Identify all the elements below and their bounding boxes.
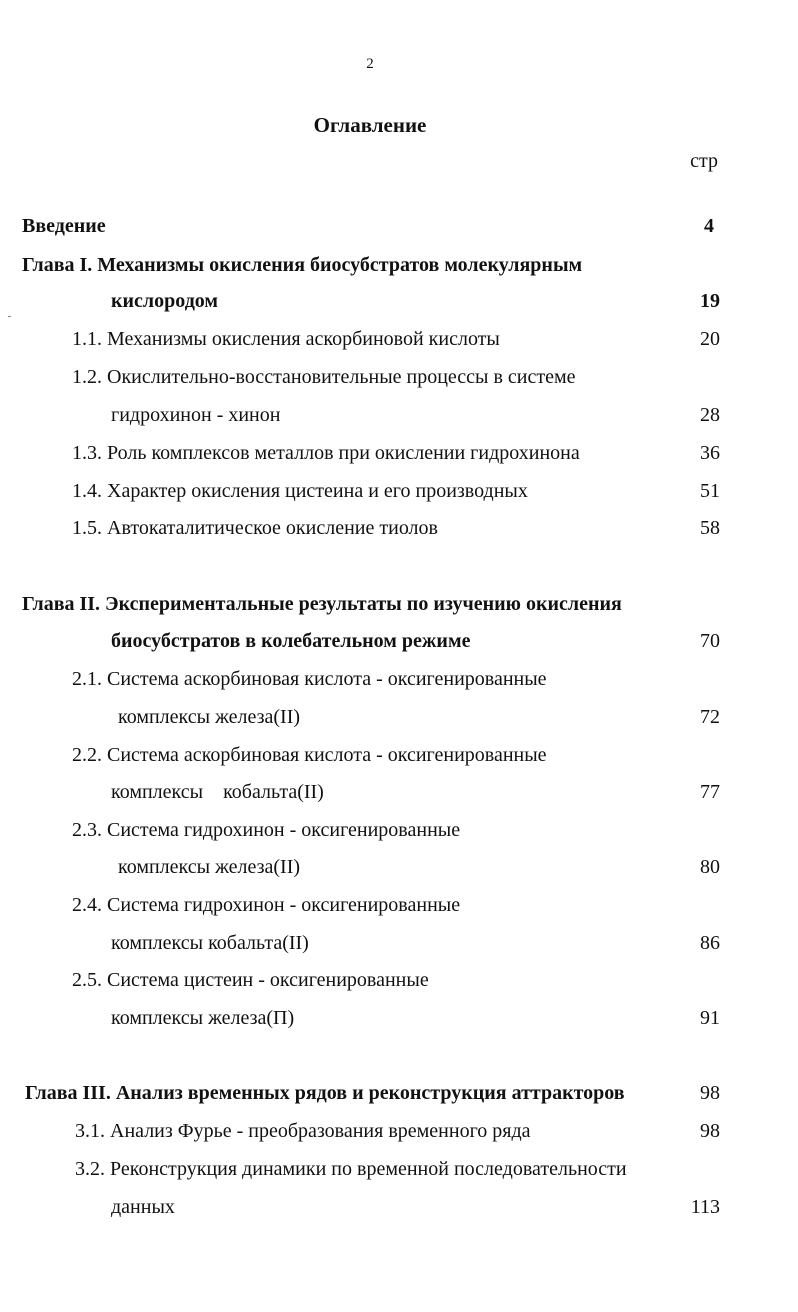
toc-section-1-2	[0, 362, 798, 392]
toc-section-2-5	[0, 965, 798, 995]
toc-entry-text-cont: комплексы кобальта(II)	[111, 781, 324, 803]
toc-section-1-1	[0, 324, 798, 354]
toc-section-3-2-cont	[0, 1192, 798, 1222]
toc-entry-text: 3.2. Реконструкция динамики по временной последовательности	[75, 1158, 627, 1180]
toc-section-3-1	[0, 1116, 798, 1146]
toc-section-2-4	[0, 890, 798, 920]
toc-section-2-2	[0, 740, 798, 770]
toc-chapter-1	[0, 250, 798, 280]
toc-entry-text-cont: комплексы железа(II)	[118, 856, 301, 878]
toc-section-1-5	[0, 513, 798, 543]
toc-entry-text-cont: комплексы железа(II)	[118, 706, 301, 728]
toc-entry-text: 2.3. Система гидрохинон - оксигенированные	[72, 819, 461, 841]
toc-entry-text-cont: биосубстратов в колебательном режиме	[111, 630, 471, 652]
toc-entry-page: 98	[700, 1120, 720, 1142]
toc-entry-text-cont: гидрохинон - хинон	[111, 404, 281, 426]
toc-entry-page: 28	[700, 404, 720, 426]
toc-section-1-4	[0, 476, 798, 506]
toc-entry-text-cont: данных	[111, 1196, 175, 1218]
page-column-label: стр	[690, 150, 718, 172]
toc-entry-text: 3.1. Анализ Фурье - преобразования временного ряда	[75, 1120, 531, 1142]
toc-entry-text: Глава II. Экспериментальные результаты по изучению окисления	[22, 593, 622, 615]
toc-entry-text: 2.4. Система гидрохинон - оксигенированные	[72, 894, 461, 916]
toc-entry-text-cont: комплексы железа(П)	[111, 1007, 295, 1029]
toc-section-1-3	[0, 438, 798, 468]
toc-entry-page: 20	[700, 328, 720, 350]
toc-section-2-5-cont	[0, 1003, 798, 1033]
toc-chapter-2-cont	[0, 626, 798, 656]
toc-entry-text: Глава III. Анализ временных рядов и реконструкция аттракторов	[25, 1082, 625, 1104]
toc-entry-text-cont: кислородом	[111, 290, 219, 312]
toc-entry-page: 113	[690, 1196, 720, 1218]
toc-chapter-3	[0, 1078, 798, 1108]
toc-chapter-1-cont	[0, 286, 798, 316]
toc-entry-page: 36	[700, 442, 720, 464]
toc-entry-text: 2.2. Система аскорбиновая кислота - оксигенированные	[72, 744, 547, 766]
toc-entry-text: 2.5. Система цистеин - оксигенированные	[72, 969, 429, 991]
toc-entry-text: 1.5. Автокаталитическое окисление тиолов	[72, 517, 438, 539]
toc-entry-text: 1.2. Окислительно-восстановительные процессы в системе	[72, 366, 576, 388]
toc-entry-page: 77	[700, 781, 720, 803]
toc-entry-page: 86	[700, 932, 720, 954]
toc-entry-text: 1.3. Роль комплексов металлов при окислении гидрохинона	[72, 442, 580, 464]
toc-entry-page: 58	[700, 517, 720, 539]
toc-entry-text: 2.1. Система аскорбиновая кислота - оксигенированные	[72, 668, 547, 690]
toc-section-2-4-cont	[0, 928, 798, 958]
toc-entry-page: 80	[700, 856, 720, 878]
toc-entry-text: 1.4. Характер окисления цистеина и его производных	[72, 480, 528, 502]
toc-entry-page: 70	[700, 630, 720, 652]
toc-section-1-2-cont	[0, 400, 798, 430]
toc-entry-page: 19	[700, 290, 720, 312]
toc-section-2-2-cont	[0, 777, 798, 807]
margin-mark	[8, 316, 11, 317]
toc-section-2-1	[0, 664, 798, 694]
toc-entry-page: 98	[700, 1082, 720, 1104]
toc-entry-page: 72	[700, 706, 720, 728]
toc-section-2-1-cont	[0, 702, 798, 732]
toc-entry-page: 51	[700, 480, 720, 502]
toc-entry-intro	[0, 211, 798, 241]
toc-entry-page: 4	[704, 215, 714, 237]
toc-entry-text: 1.1. Механизмы окисления аскорбиновой кислоты	[72, 328, 500, 350]
toc-section-3-2	[0, 1154, 798, 1184]
toc-section-2-3	[0, 815, 798, 845]
toc-entry-page: 91	[700, 1007, 720, 1029]
toc-chapter-2	[0, 589, 798, 619]
toc-entry-text: Введение	[22, 215, 106, 237]
page-title: Оглавление	[313, 113, 427, 137]
page-number: 2	[366, 56, 374, 72]
toc-section-2-3-cont	[0, 852, 798, 882]
toc-entry-text: Глава I. Механизмы окисления биосубстратов молекулярным	[22, 254, 583, 276]
toc-entry-text-cont: комплексы кобальта(II)	[111, 932, 309, 954]
